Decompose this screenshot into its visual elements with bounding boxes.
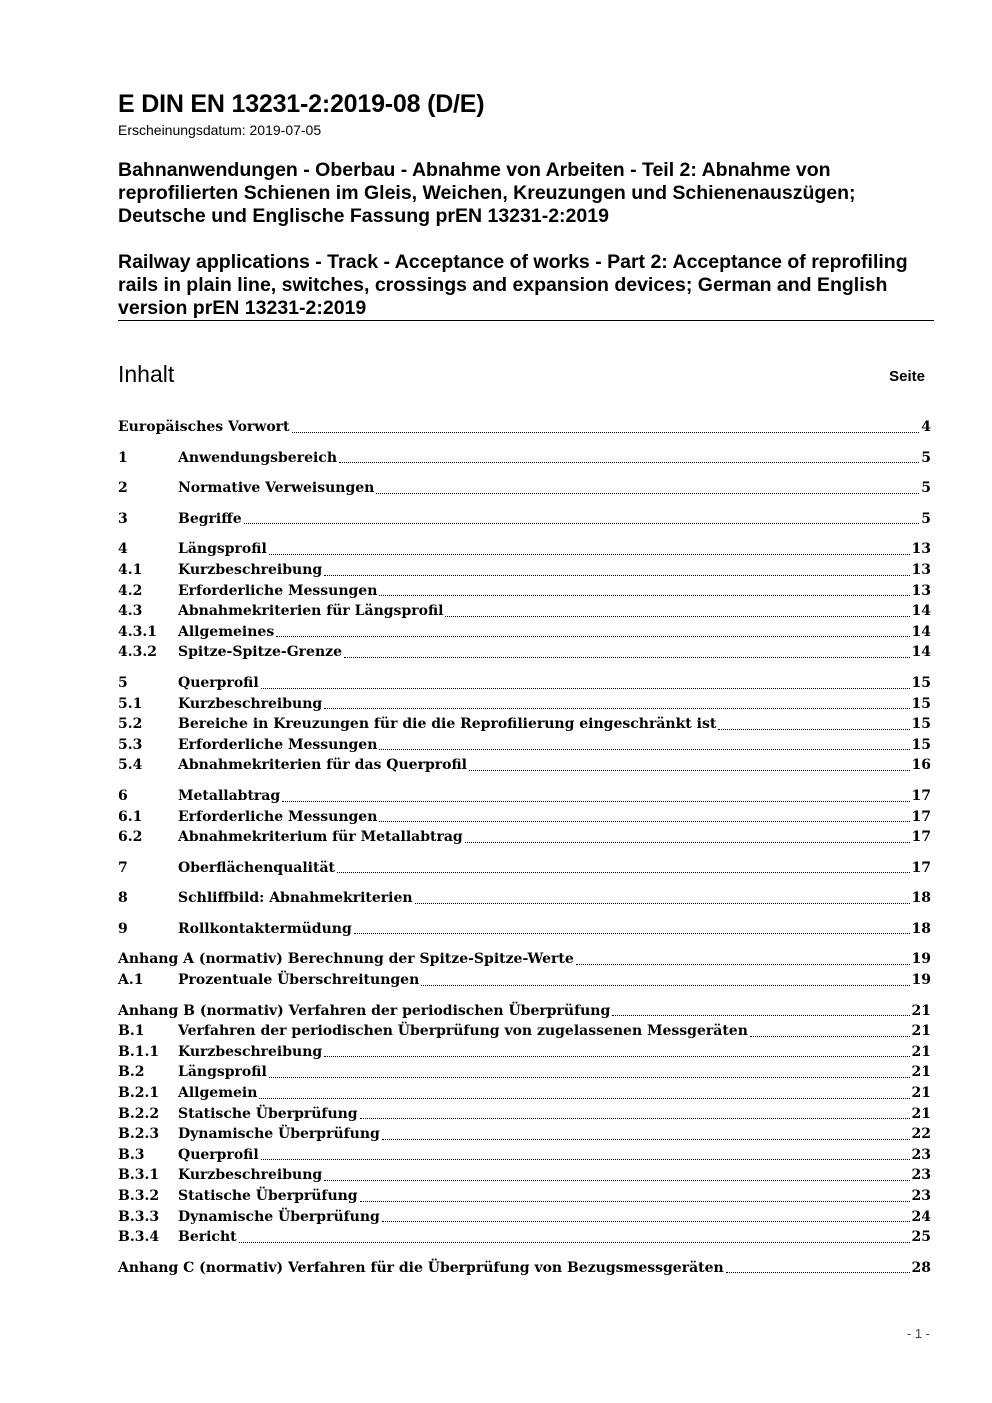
toc-entry[interactable] xyxy=(118,642,931,663)
toc-entry-title: Begriffe xyxy=(178,510,242,527)
toc-entry-number: 4.2 xyxy=(118,582,143,599)
toc-entry[interactable] xyxy=(118,581,931,602)
toc-entry-page: 13 xyxy=(911,561,931,578)
toc-entry[interactable] xyxy=(118,1145,931,1166)
toc-dot-leader xyxy=(382,1138,910,1140)
toc-entry-number: 6.2 xyxy=(118,829,143,846)
toc-dot-leader xyxy=(382,1220,910,1222)
toc-entry-title: Europäisches Vorwort xyxy=(118,419,290,435)
toc-entry-page: 15 xyxy=(911,716,931,733)
toc-entry-number: B.1.1 xyxy=(118,1043,160,1060)
toc-dot-leader xyxy=(339,461,919,463)
toc-dot-leader xyxy=(239,1241,910,1243)
title-german-line: reprofilierten Schienen im Gleis, Weichen, Kreuzungen und Schienenauszügen; xyxy=(118,182,856,204)
title-german xyxy=(118,159,948,228)
toc-entry-number: 8 xyxy=(118,890,128,907)
toc-dot-leader xyxy=(415,902,910,904)
toc-entry-number: B.2.2 xyxy=(118,1105,160,1122)
toc-dot-leader xyxy=(612,1014,909,1016)
toc-entry-title: Erforderliche Messungen xyxy=(178,736,378,753)
toc-entry-number: 2 xyxy=(118,480,128,497)
toc-entry[interactable] xyxy=(118,601,931,622)
toc-entry-number: B.2.1 xyxy=(118,1085,160,1102)
toc-entry-page: 21 xyxy=(911,1043,931,1060)
toc-entry[interactable] xyxy=(118,888,931,909)
toc-entry-page: 23 xyxy=(911,1146,931,1163)
toc-entry-page: 18 xyxy=(911,920,931,937)
toc-entry-page: 13 xyxy=(911,582,931,599)
toc-entry-title: Abnahmekriterium für Metallabtrag xyxy=(178,829,463,846)
toc-entry-number: 4.3 xyxy=(118,603,143,620)
toc-entry-page: 13 xyxy=(911,541,931,558)
toc-entry[interactable] xyxy=(118,1104,931,1125)
toc-entry-page: 21 xyxy=(911,1002,931,1019)
toc-entry-page: 19 xyxy=(911,972,931,989)
toc-dot-leader xyxy=(576,963,910,965)
toc-entry-page: 15 xyxy=(911,674,931,691)
toc-entry-number: 4.1 xyxy=(118,561,143,578)
toc-entry-page: 21 xyxy=(911,1085,931,1102)
toc-entry-page: 25 xyxy=(911,1229,931,1246)
toc-entry-page: 14 xyxy=(911,603,931,620)
toc-entry-page: 21 xyxy=(911,1105,931,1122)
toc-entry[interactable] xyxy=(118,1021,931,1042)
toc-entry[interactable] xyxy=(118,786,931,807)
toc-heading: Inhalt xyxy=(118,361,175,387)
toc-dot-leader xyxy=(324,1179,909,1181)
toc-entry-number: 3 xyxy=(118,510,128,527)
toc-dot-leader xyxy=(360,1117,910,1119)
toc-entry[interactable] xyxy=(118,694,931,715)
toc-entry-title: Kurzbeschreibung xyxy=(178,1167,323,1184)
toc-entry-title: Bereiche in Kreuzungen für die die Reprofilierung eingeschränkt ist xyxy=(178,716,717,733)
toc-entry-title: Erforderliche Messungen xyxy=(178,808,378,825)
toc-entry-title: Dynamische Überprüfung xyxy=(178,1208,380,1225)
toc-entry[interactable] xyxy=(118,827,931,848)
toc-entry-number: B.3.4 xyxy=(118,1229,160,1246)
toc-entry-number: B.1 xyxy=(118,1023,145,1040)
toc-entry-page: 16 xyxy=(911,757,931,774)
toc-entry-number: 5 xyxy=(118,674,128,691)
toc-dot-leader xyxy=(324,707,909,709)
toc-dot-leader xyxy=(376,492,919,494)
toc-entry[interactable] xyxy=(118,622,931,643)
toc-entry-title: Kurzbeschreibung xyxy=(178,1043,323,1060)
toc-entry[interactable] xyxy=(118,858,931,879)
toc-entry[interactable] xyxy=(118,478,931,499)
toc-dot-leader xyxy=(379,594,909,596)
toc-dot-leader xyxy=(360,1200,910,1202)
toc-entry[interactable] xyxy=(118,1083,931,1104)
toc-entry-title: Querprofil xyxy=(178,1146,259,1163)
toc-entry-page: 18 xyxy=(911,890,931,907)
toc-entry-page: 24 xyxy=(911,1208,931,1225)
toc-dot-leader xyxy=(379,748,909,750)
toc-entry-title: Anhang C (normativ) Verfahren für die Überprüfung von Bezugsmessgeräten xyxy=(118,1259,724,1276)
title-english xyxy=(118,251,948,320)
toc-entry-title: Bericht xyxy=(178,1229,237,1246)
toc-entry[interactable] xyxy=(118,1062,931,1083)
toc-entry-title: Metallabtrag xyxy=(178,787,281,804)
toc-entry[interactable] xyxy=(118,448,931,469)
toc-entry-number: 4.3.1 xyxy=(118,623,157,640)
toc-dot-leader xyxy=(324,1055,909,1057)
toc-entry-number: 5.1 xyxy=(118,695,143,712)
toc-entry-number: 1 xyxy=(118,449,128,466)
toc-entry-title: Kurzbeschreibung xyxy=(178,695,323,712)
toc-entry[interactable] xyxy=(118,755,931,776)
toc-entry[interactable] xyxy=(118,1186,931,1207)
toc-entry[interactable] xyxy=(118,949,931,970)
toc-dot-leader xyxy=(292,431,920,433)
toc-entry[interactable] xyxy=(118,1207,931,1228)
title-divider xyxy=(118,320,934,321)
toc-dot-leader xyxy=(324,574,909,576)
table-of-contents xyxy=(118,417,931,1278)
toc-entry[interactable] xyxy=(118,714,931,735)
toc-entry-title: Verfahren der periodischen Überprüfung von zugelassenen Messgeräten xyxy=(178,1023,748,1040)
toc-entry[interactable] xyxy=(118,735,931,756)
toc-entry-title: Längsprofil xyxy=(178,1064,267,1081)
document-id: E DIN EN 13231-2:2019-08 (D/E) xyxy=(118,90,485,118)
toc-entry-page: 21 xyxy=(911,1023,931,1040)
toc-dot-leader xyxy=(726,1271,910,1273)
toc-entry[interactable] xyxy=(118,417,931,438)
toc-entry-page: 5 xyxy=(921,449,931,466)
toc-entry-title: Abnahmekriterien für Längsprofil xyxy=(178,603,444,620)
toc-entry-title: Spitze-Spitze-Grenze xyxy=(178,644,342,661)
toc-entry-title: Erforderliche Messungen xyxy=(178,582,378,599)
toc-entry[interactable] xyxy=(118,1258,931,1279)
toc-entry-title: Statische Überprüfung xyxy=(178,1188,358,1204)
toc-entry-title: Längsprofil xyxy=(178,541,267,558)
toc-entry-page: 21 xyxy=(911,1064,931,1081)
toc-entry-title: Statische Überprüfung xyxy=(178,1105,358,1122)
toc-dot-leader xyxy=(282,800,909,802)
toc-page-column-label: Seite xyxy=(889,368,925,385)
toc-entry-page: 17 xyxy=(911,787,931,804)
toc-entry-title: Querprofil xyxy=(178,674,259,691)
toc-entry-number: B.3.1 xyxy=(118,1167,160,1184)
toc-entry[interactable] xyxy=(118,673,931,694)
toc-entry-number: 4.3.2 xyxy=(118,644,157,661)
toc-entry-title: Rollkontaktermüdung xyxy=(178,920,352,937)
title-english-line: version prEN 13231-2:2019 xyxy=(118,297,367,319)
toc-entry-title: Abnahmekriterien für das Querprofil xyxy=(178,757,467,774)
toc-dot-leader xyxy=(269,553,910,555)
toc-dot-leader xyxy=(261,1158,910,1160)
toc-entry-page: 14 xyxy=(911,623,931,640)
toc-dot-leader xyxy=(354,932,910,934)
toc-dot-leader xyxy=(269,1076,910,1078)
toc-entry[interactable] xyxy=(118,1227,931,1248)
toc-entry-page: 4 xyxy=(921,419,931,435)
toc-dot-leader xyxy=(244,522,920,524)
toc-entry-title: Kurzbeschreibung xyxy=(178,561,323,578)
toc-entry-page: 28 xyxy=(911,1259,931,1276)
toc-entry-title: Allgemein xyxy=(178,1085,258,1102)
toc-entry-page: 17 xyxy=(911,829,931,846)
toc-entry[interactable] xyxy=(118,1001,931,1022)
toc-entry-number: 7 xyxy=(118,859,128,876)
toc-dot-leader xyxy=(718,728,909,730)
toc-entry-number: B.2.3 xyxy=(118,1126,160,1143)
page-number: - 1 - xyxy=(906,1326,930,1341)
title-german-line: Deutsche und Englische Fassung prEN 13231-2:2019 xyxy=(118,205,609,227)
toc-entry-page: 22 xyxy=(911,1126,931,1143)
toc-entry-number: B.3.3 xyxy=(118,1208,160,1225)
toc-entry-number: B.2 xyxy=(118,1064,145,1081)
toc-dot-leader xyxy=(421,984,909,986)
toc-entry-title: Dynamische Überprüfung xyxy=(178,1126,380,1143)
toc-entry-page: 17 xyxy=(911,808,931,825)
toc-entry[interactable] xyxy=(118,1165,931,1186)
toc-dot-leader xyxy=(465,841,910,843)
toc-entry[interactable] xyxy=(118,560,931,581)
toc-entry-page: 23 xyxy=(911,1167,931,1184)
toc-entry-title: Oberflächenqualität xyxy=(178,859,335,876)
toc-entry[interactable] xyxy=(118,1124,931,1145)
toc-entry-page: 15 xyxy=(911,695,931,712)
toc-entry[interactable] xyxy=(118,1042,931,1063)
toc-entry-page: 5 xyxy=(921,480,931,497)
toc-entry-title: Anhang A (normativ) Berechnung der Spitze-Spitze-Werte xyxy=(118,951,574,968)
toc-entry[interactable] xyxy=(118,919,931,940)
title-german-line: Bahnanwendungen - Oberbau - Abnahme von Arbeiten - Teil 2: Abnahme von xyxy=(118,159,831,181)
toc-dot-leader xyxy=(379,820,909,822)
toc-entry[interactable] xyxy=(118,539,931,560)
toc-entry-number: B.3.2 xyxy=(118,1188,160,1204)
toc-entry-title: Normative Verweisungen xyxy=(178,480,375,497)
title-english-line: Railway applications - Track - Acceptance of works - Part 2: Acceptance of reprofiling xyxy=(118,251,908,273)
toc-entry-title: Anwendungsbereich xyxy=(178,449,337,466)
toc-entry-number: 4 xyxy=(118,541,128,558)
publication-date: Erscheinungsdatum: 2019-07-05 xyxy=(118,122,322,138)
toc-entry-title: Schliffbild: Abnahmekriterien xyxy=(178,890,413,907)
toc-entry-number: 6 xyxy=(118,787,128,804)
toc-entry[interactable] xyxy=(118,509,931,530)
toc-entry[interactable] xyxy=(118,807,931,828)
toc-entry-title: Anhang B (normativ) Verfahren der periodischen Überprüfung xyxy=(118,1002,611,1019)
toc-dot-leader xyxy=(259,1097,909,1099)
toc-dot-leader xyxy=(750,1035,910,1037)
toc-dot-leader xyxy=(337,871,910,873)
toc-dot-leader xyxy=(261,687,910,689)
toc-entry-number: 5.3 xyxy=(118,736,143,753)
toc-entry-number: 6.1 xyxy=(118,808,143,825)
toc-entry-page: 17 xyxy=(911,859,931,876)
toc-entry-number: A.1 xyxy=(118,972,144,989)
toc-entry-page: 23 xyxy=(911,1188,931,1204)
toc-entry-page: 5 xyxy=(921,510,931,527)
toc-entry-title: Prozentuale Überschreitungen xyxy=(178,972,420,989)
toc-entry-number: 9 xyxy=(118,920,128,937)
toc-entry-page: 19 xyxy=(911,951,931,968)
toc-entry-number: B.3 xyxy=(118,1146,145,1163)
toc-dot-leader xyxy=(469,769,910,771)
toc-entry-title: Allgemeines xyxy=(178,623,275,640)
toc-entry-page: 14 xyxy=(911,644,931,661)
toc-dot-leader xyxy=(445,615,909,617)
toc-entry-number: 5.4 xyxy=(118,757,143,774)
toc-entry-page: 15 xyxy=(911,736,931,753)
toc-entry-number: 5.2 xyxy=(118,716,143,733)
toc-dot-leader xyxy=(344,656,910,658)
title-english-line: rails in plain line, switches, crossings and expansion devices; German and English xyxy=(118,274,888,296)
toc-entry[interactable] xyxy=(118,970,931,991)
toc-dot-leader xyxy=(276,635,909,637)
